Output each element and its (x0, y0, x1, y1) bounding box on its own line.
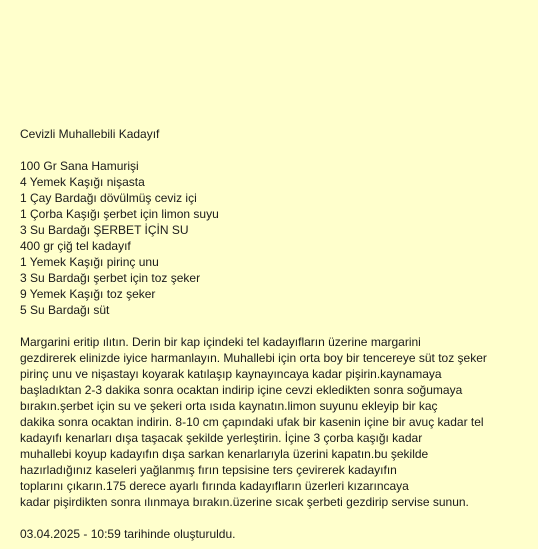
instructions-line: muhallebi koyup kadayıfın dışa sarkan kenarlarıyla üzerini kapatın.bu şekilde (20, 447, 429, 461)
instructions-line: Margarini eritip ılıtın. Derin bir kap içindeki tel kadayıfların üzerine margarini (20, 335, 421, 349)
recipe-document (20, 126, 520, 542)
instructions-line: kadar pişirdikten sonra ılınmaya bırakın.üzerine sıcak şerbeti gezdirip servise sunun. (20, 495, 469, 509)
ingredient-item: 3 Su Bardağı ŞERBET İÇİN SU (20, 223, 189, 237)
instructions-line: dakika sonra ocaktan indirin. 8-10 cm çapındaki ufak bir kasenin içine bir avuç kadar tel (20, 415, 484, 429)
ingredient-item: 100 Gr Sana Hamurişi (20, 159, 139, 173)
ingredient-item: 5 Su Bardağı süt (20, 303, 110, 317)
ingredient-item: 9 Yemek Kaşığı toz şeker (20, 287, 156, 301)
ingredient-item: 1 Çorba Kaşığı şerbet için limon suyu (20, 207, 219, 221)
instructions-line: hazırladığınız kaseleri yağlanmış fırın tepsisine ters çevirerek kadayıfın (20, 463, 397, 477)
ingredient-item: 3 Su Bardağı şerbet için toz şeker (20, 271, 201, 285)
ingredient-item: 400 gr çiğ tel kadayıf (20, 239, 131, 253)
instructions-line: gezdirerek elinizde iyice harmanlayın. Muhallebi için orta boy bir tencereye süt toz şeker (20, 351, 487, 365)
created-timestamp: 03.04.2025 - 10:59 tarihinde oluşturuldu. (20, 527, 236, 541)
instructions-paragraph (20, 334, 520, 510)
ingredient-item: 4 Yemek Kaşığı nişasta (20, 175, 145, 189)
instructions-line: bırakın.şerbet için su ve şekeri orta ısıda kaynatın.limon suyunu ekleyip bir kaç (20, 399, 438, 413)
instructions-line: başladıktan 2-3 dakika sonra ocaktan indirip içine cevzi ekledikten sonra soğumaya (20, 383, 463, 397)
instructions-line: kadayıfı kenarları dışa taşacak şekilde yerleştirin. İçine 3 çorba kaşığı kadar (20, 431, 423, 445)
ingredients-list (20, 158, 520, 318)
instructions-line: toplarını çıkarın.175 derece ayarlı fırında kadayıfların üzerleri kızarıncaya (20, 479, 409, 493)
instructions-line: pirinç unu ve nişastayı koyarak katılaşıp kaynayıncaya kadar pişirin.kaynamaya (20, 367, 442, 381)
recipe-title: Cevizli Muhallebili Kadayıf (20, 127, 160, 141)
ingredient-item: 1 Çay Bardağı dövülmüş ceviz içi (20, 191, 197, 205)
ingredient-item: 1 Yemek Kaşığı pirinç unu (20, 255, 159, 269)
